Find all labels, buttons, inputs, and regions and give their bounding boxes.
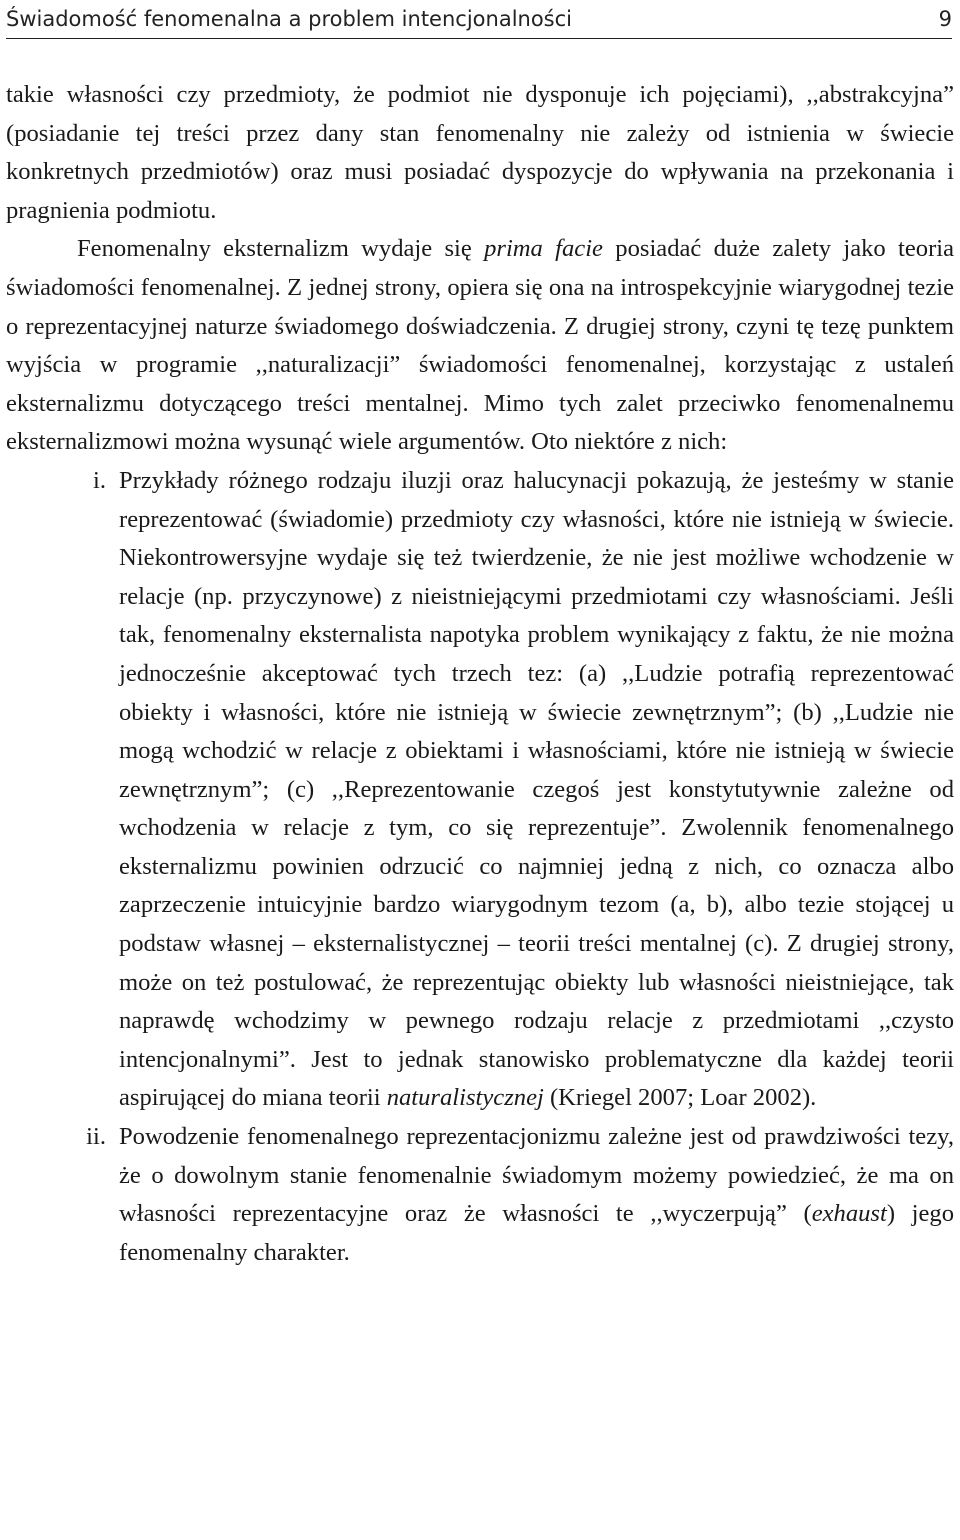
list-marker: ii. [86, 1123, 106, 1151]
page-number: 9 [938, 7, 952, 31]
paragraph-text: Fenomenalny eksternalizm wydaje się [77, 235, 485, 263]
paragraph-text: posiadać duże zalety jako teoria świadomości fenomenalnej. Z jednej strony, opiera się ona na introspekcyjnie wiarygodnej tezie o reprezentacyjnej naturze świadomego doświadczenia. Z drugiej strony, czyni tę tezę punktem wyjścia w programie ,,naturalizacji” świadomości fenomenalnej, korzystając z ustaleń eksternalizmu dotyczącego treści mentalnej. Mimo tych zalet przeciwko fenomenalnemu eksternalizmowi można wysunąć wiele argumentów. Oto niektóre z nich: [6, 235, 955, 456]
italic-phrase: naturalistycznej [386, 1084, 544, 1112]
list-item-text: Powodzenie fenomenalnego reprezentacjonizmu zależne jest od prawdziwości tezy, że o dowolnym stanie fenomenalnie świadomym możemy powiedzieć, że ma on własności reprezentacyjne oraz że własności te ,,wyczerpują” ( [119, 1123, 954, 1228]
running-head-title: Świadomość fenomenalna a problem intencjonalności [6, 7, 573, 31]
running-head [6, 4, 952, 39]
paragraph-continued [6, 76, 954, 230]
paragraph [6, 230, 954, 462]
list-item [6, 1118, 954, 1272]
list-item-text: Przykłady różnego rodzaju iluzji oraz halucynacji pokazują, że jesteśmy w stanie reprezentować (świadomie) przedmioty czy własności, które nie istnieją w świecie. Niekontrowersyjne wydaje się też twierdzenie, że nie jest możliwe wchodzenie w relacje (np. przyczynowe) z nieistniejącymi przedmiotami czy własnościami. Jeśli tak, fenomenalny eksternalista napotyka problem wynikający z faktu, że nie można jednocześnie akceptować tych trzech tez: (a) ,,Ludzie potrafią reprezentować obiekty i własności, które nie istnieją w świecie zewnętrznym”; (b) ,,Ludzie nie mogą wchodzić w relacje z obiektami i własnościami, które nie istnieją w świecie zewnętrznym”; (c) ,,Reprezentowanie czegoś jest konstytutywnie zależne od wchodzenia w relacje z tym, co się reprezentuje”. Zwolennik fenomenalnego eksternalizmu powinien odrzucić co najmniej jedną z nich, co oznacza albo zaprzeczenie intuicyjnie bardzo wiarygodnym tezom (a, b), albo tezie stojącej u podstaw własnej – eksternalistycznej – teorii treści mentalnej (c). Z drugiej strony, może on też postulować, że reprezentując obiekty lub własności nieistniejące, tak naprawdę wchodzimy w pewnego rodzaju relacje z przedmiotami ,,czysto intencjonalnymi”. Jest to jednak stanowisko problematyczne dla każdej teorii aspirującej do miana teorii [119, 466, 954, 1112]
list-marker: i. [93, 466, 106, 494]
italic-phrase: exhaust [811, 1200, 887, 1228]
italic-phrase: prima facie [484, 235, 603, 263]
main-text [6, 76, 954, 1272]
list-item-text: (Kriegel 2007; Loar 2002). [543, 1084, 817, 1112]
list-item [6, 462, 954, 1118]
list-item-text: ) jego fenomenalny charakter. [119, 1200, 955, 1266]
paragraph-text: takie własności czy przedmioty, że podmiot nie dysponuje ich pojęciami), ,,abstrakcyjna” (posiadanie tej treści przez dany stan fenomenalny nie zależy od istnienia w świecie konkretnych przedmiotów) oraz musi posiadać dyspozycje do wpływania na przekonania i pragnienia podmiotu. [6, 81, 954, 224]
argument-list [6, 462, 954, 1272]
